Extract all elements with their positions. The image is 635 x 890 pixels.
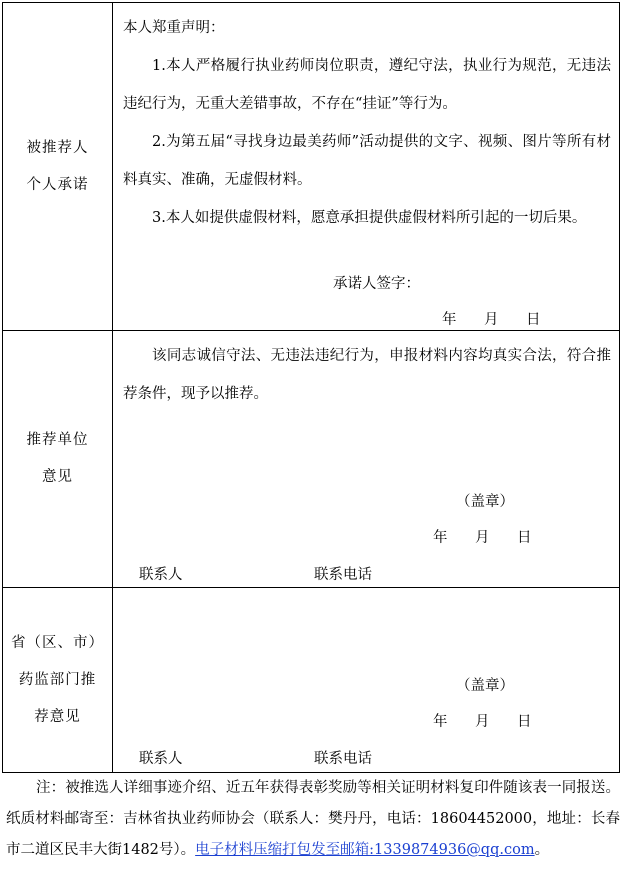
province-opinion-label bbox=[3, 588, 113, 772]
label-line: 药监部门推 bbox=[18, 671, 97, 688]
footnote-text: 注：被推选人详细事迹介绍、近五年获得表彰奖励等相关证明材料复印件随该表一同报送。纸质材料邮寄至：吉林省执业药师协会（联系人：樊丹丹，电话：18604452000，地址：长春市二道区民丰大街1482号）。 bbox=[6, 780, 620, 858]
province-opinion-row bbox=[3, 588, 619, 773]
footnote-tail: 。 bbox=[534, 842, 550, 858]
label-line: 荐意见 bbox=[34, 708, 81, 725]
contact-label: 联系人 bbox=[139, 567, 183, 583]
footnote bbox=[6, 773, 620, 866]
seal-label: （盖章） bbox=[456, 678, 514, 694]
label-line: 被推荐人 bbox=[26, 139, 89, 156]
signer-label: 承诺人签字： bbox=[333, 276, 420, 292]
label-line: 省（区、市） bbox=[11, 634, 104, 651]
phone-label: 联系电话 bbox=[314, 567, 372, 583]
label-line: 推荐单位 bbox=[26, 432, 89, 448]
commitment-item-2: 2.为第五届“寻找身边最美药师”活动提供的文字、视频、图片等所有材料真实、准确，无虚假材料。 bbox=[123, 134, 611, 188]
label-line: 意见 bbox=[42, 469, 73, 485]
declaration-intro: 本人郑重声明： bbox=[123, 20, 225, 36]
unit-opinion-text: 该同志诚信守法、无违法违纪行为，申报材料内容均真实合法，符合推荐条件，现予以推荐。 bbox=[123, 348, 611, 402]
personal-commitment-row bbox=[3, 3, 619, 331]
date-month: 月 bbox=[475, 530, 490, 546]
date-day: 日 bbox=[517, 530, 532, 546]
phone-label: 联系电话 bbox=[314, 751, 372, 767]
label-line: 个人承诺 bbox=[26, 176, 89, 193]
commitment-item-1: 1.本人严格履行执业药师岗位职责，遵纪守法，执业行为规范，无违法违纪行为，无重大差错事故，不存在“挂证”等行为。 bbox=[123, 58, 611, 112]
recommendation-form-table bbox=[2, 2, 620, 773]
unit-opinion-row bbox=[3, 331, 619, 588]
date-month: 月 bbox=[484, 312, 499, 328]
commitment-item-3: 3.本人如提供虚假材料，愿意承担提供虚假材料所引起的一切后果。 bbox=[152, 210, 587, 226]
personal-commitment-cell bbox=[113, 3, 619, 330]
personal-commitment-label bbox=[3, 3, 113, 330]
date-year: 年 bbox=[433, 714, 448, 730]
date-year: 年 bbox=[433, 530, 448, 546]
date-year: 年 bbox=[442, 312, 457, 328]
date-day: 日 bbox=[517, 714, 532, 730]
email-submission-link[interactable]: 电子材料压缩打包发至邮箱:1339874936@qq.com bbox=[195, 842, 535, 858]
unit-opinion-label bbox=[3, 331, 113, 587]
contact-label: 联系人 bbox=[139, 751, 183, 767]
seal-label: （盖章） bbox=[456, 494, 514, 510]
unit-opinion-cell bbox=[113, 331, 619, 587]
date-day: 日 bbox=[526, 312, 541, 328]
province-opinion-cell bbox=[113, 588, 619, 772]
date-month: 月 bbox=[475, 714, 490, 730]
